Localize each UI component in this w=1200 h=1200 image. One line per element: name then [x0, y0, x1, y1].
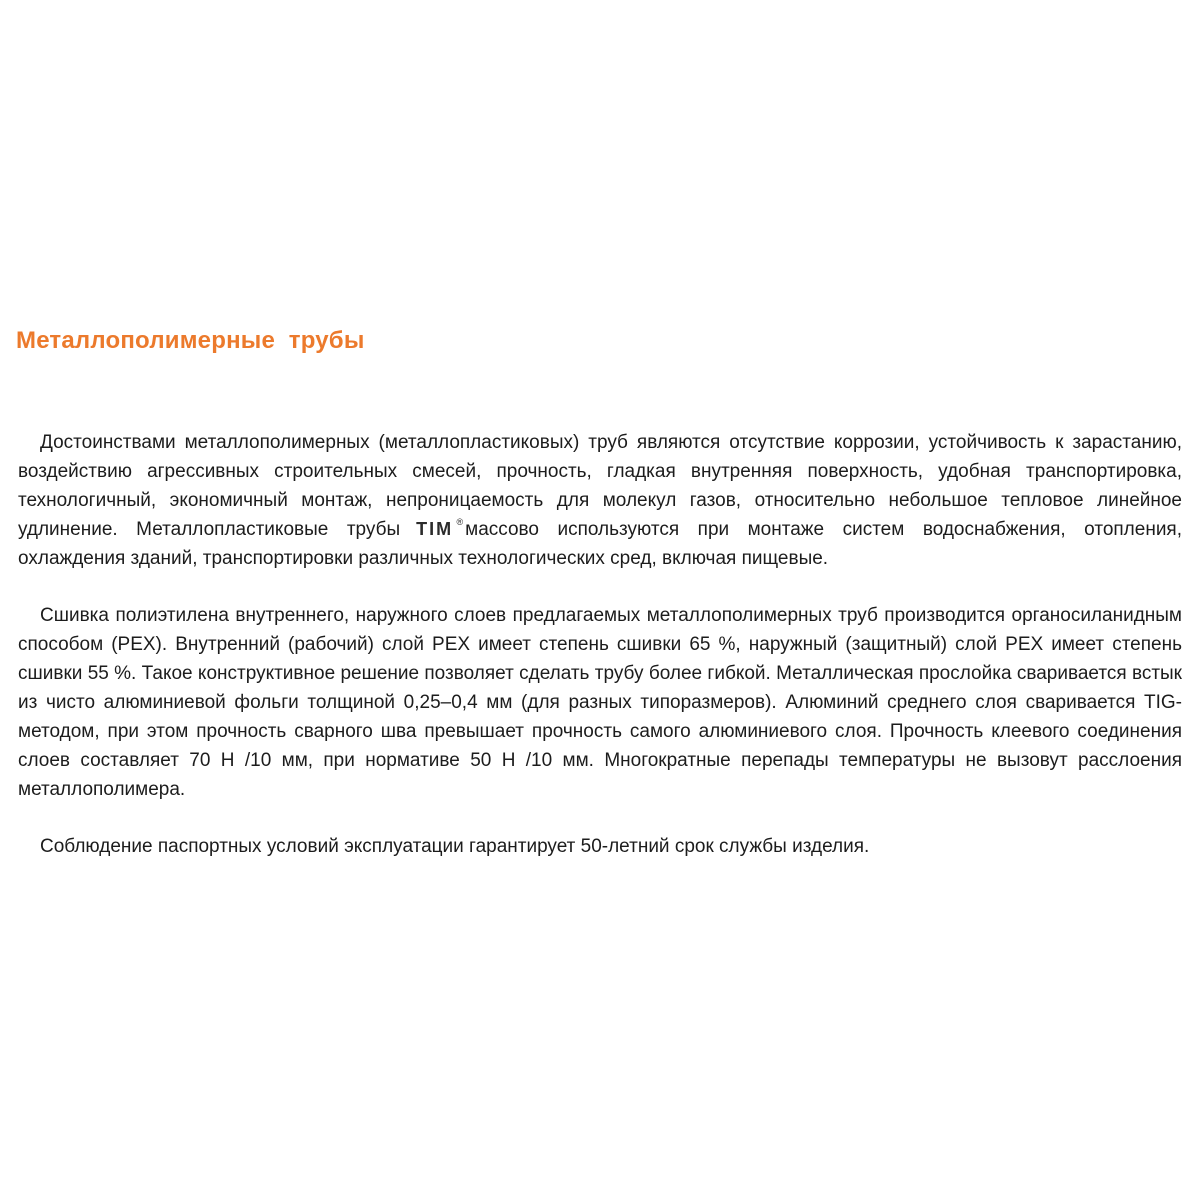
paragraph-service-life: Соблюдение паспортных условий эксплуатации гарантирует 50-летний срок службы изделия.: [40, 836, 870, 857]
paragraph-advantages: [18, 428, 1182, 573]
page-title: Металлополимерные трубы: [16, 327, 365, 354]
paragraph-advantages-text-start: Достоинствами металлополимерных (металлопластиковых) труб являются отсутствие коррозии, устойчивость к зарастанию, воздействию агрессивных строительных смесей, прочность, гладкая внутренняя поверхность, удобная транспортировка, технологичный, экономичный монтаж, непроницаемость для молекул газов, относительно небольшое тепловое линейное удлинение. Металлопластиковые трубы: [18, 432, 1182, 540]
document-body: [18, 428, 1182, 889]
paragraph-crosslinking: Сшивка полиэтилена внутреннего, наружного слоев предлагаемых металлополимерных труб производится органосиланидным способом (PEX). Внутренний (рабочий) слой PEX имеет степень сшивки 65 %, наружный (защитный) слой PEX имеет степень сшивки 55 %. Такое конструктивное решение позволяет сделать трубу более гибкой. Металлическая прослойка сваривается встык из чисто алюминиевой фольги толщиной 0,25–0,4 мм (для разных типоразмеров). Алюминий среднего слоя сваривается TIG-методом, при этом прочность сварного шва превышает прочность самого алюминиевого слоя. Прочность клеевого соединения слоев составляет 70 Н /10 мм, при нормативе 50 Н /10 мм. Многократные перепады температуры не вызовут расслоения металлополимера.: [18, 605, 1182, 800]
registered-mark: ®: [456, 517, 464, 527]
tim-logo: [416, 515, 464, 544]
paragraph-advantages-text-end: массово используются при монтаже систем водоснабжения, отопления, охлаждения зданий, транспортировки различных технологических сред, включая пищевые.: [18, 519, 1182, 569]
tim-logo-text: TIM: [416, 519, 454, 539]
